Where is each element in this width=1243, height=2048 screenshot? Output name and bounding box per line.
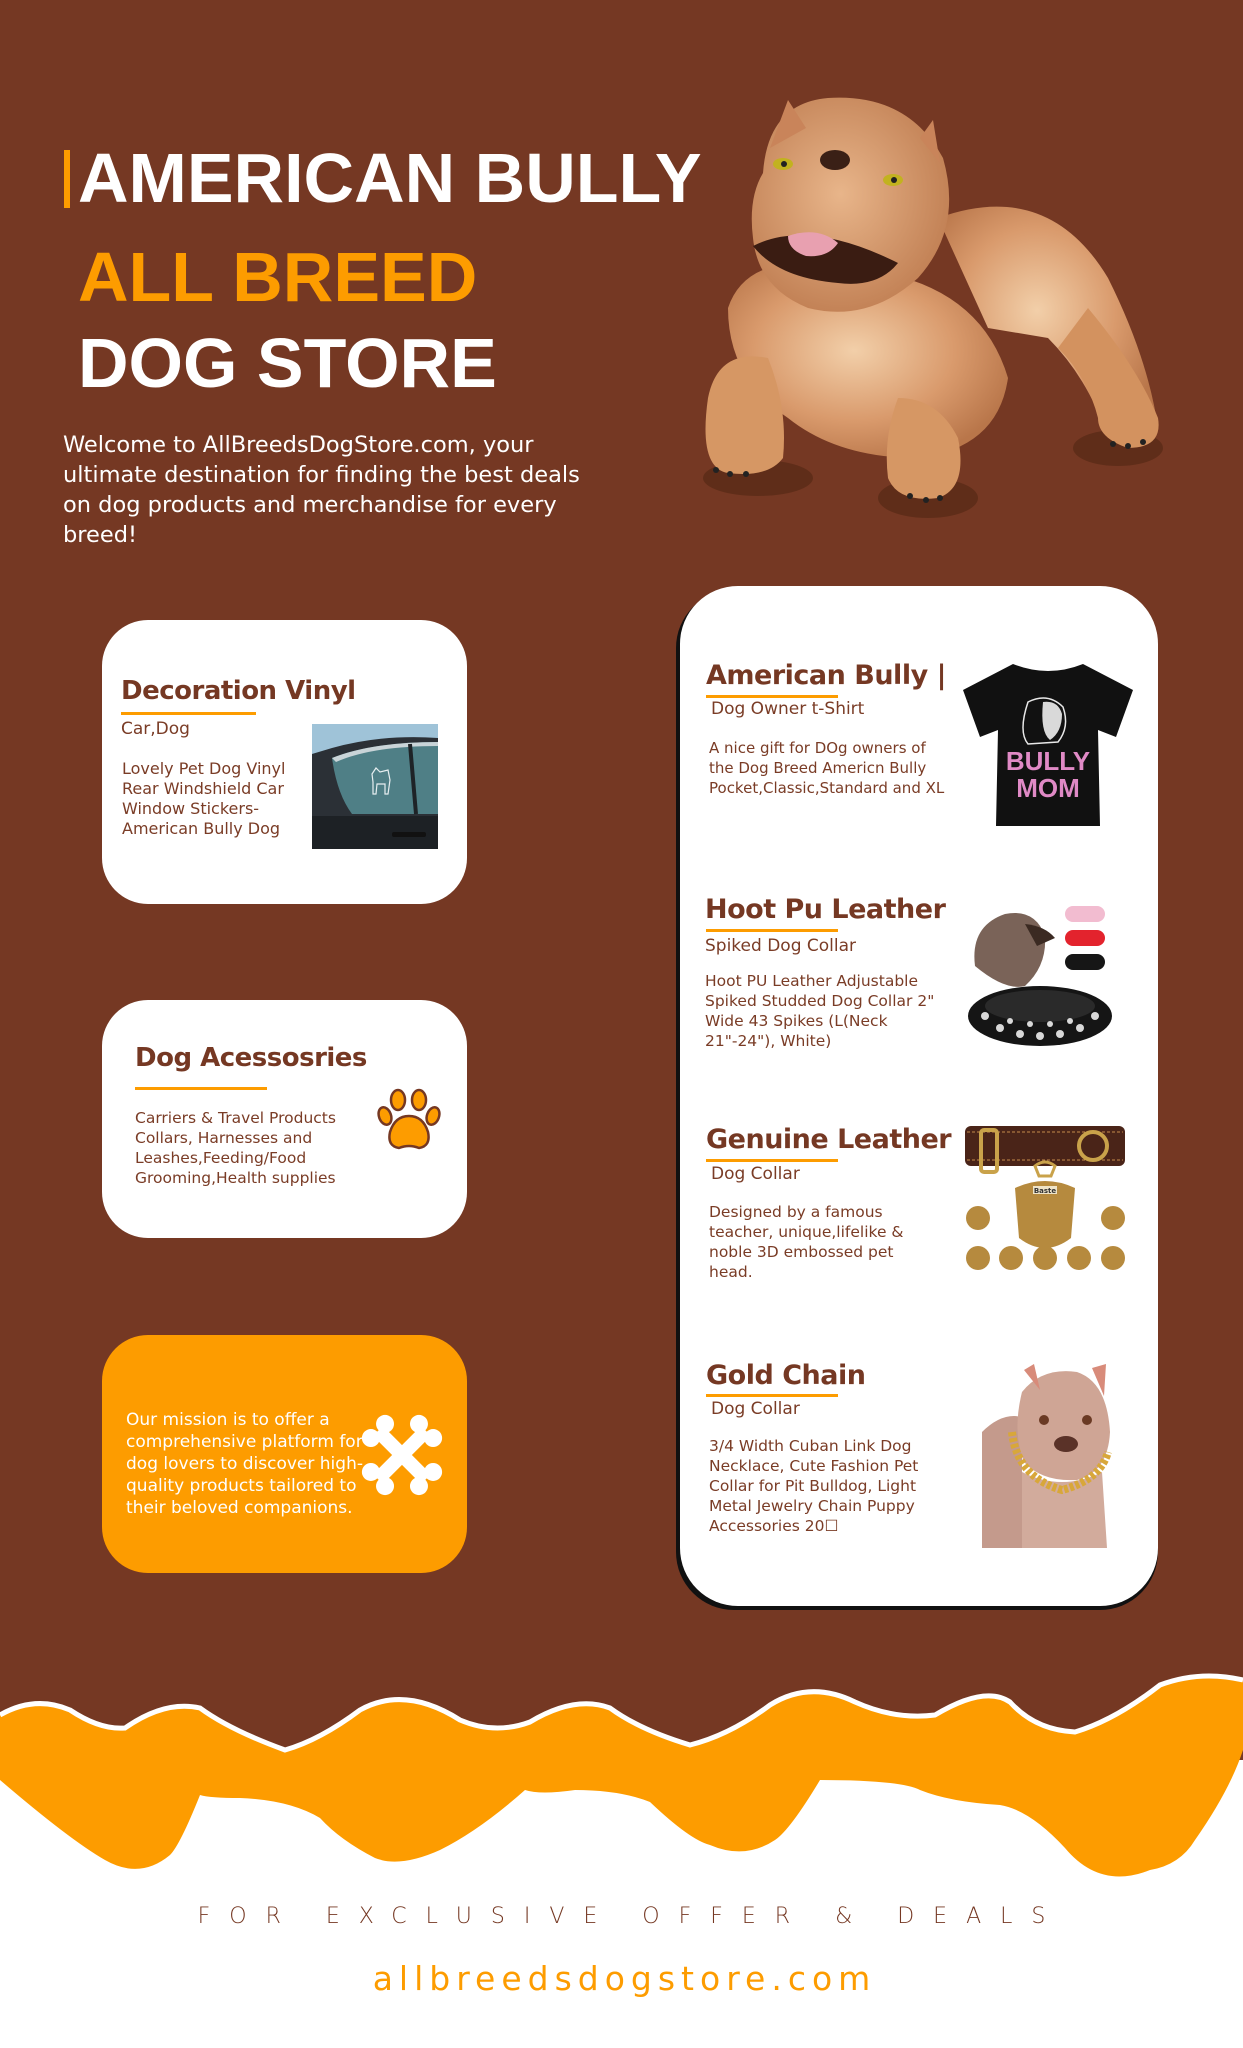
svg-text:MOM: MOM bbox=[1016, 773, 1080, 803]
svg-text:Baste: Baste bbox=[1033, 1187, 1057, 1195]
title-all-breed: ALL BREED bbox=[78, 238, 478, 316]
title-underline bbox=[706, 929, 838, 932]
product-description: 3/4 Width Cuban Link Dog Necklace, Cute Fashion Pet Collar for Pit Bulldog, Light Metal Jewelry Chain Puppy Accessories 20☐ bbox=[709, 1437, 919, 1535]
card-dog-accessories[interactable] bbox=[102, 1000, 467, 1238]
product-subtitle: Dog Collar bbox=[711, 1399, 800, 1419]
title-american-bully: AMERICAN BULLY bbox=[78, 139, 702, 217]
card-decoration-vinyl[interactable] bbox=[102, 620, 467, 904]
product-title: Genuine Leather bbox=[706, 1124, 952, 1155]
intro-text: Welcome to AllBreedsDogStore.com, your ultimate destination for finding the best deals on dog products and merchandise for every breed! bbox=[63, 432, 580, 548]
leather-collar-tag-image bbox=[963, 1118, 1128, 1278]
hero-dog-image bbox=[688, 78, 1198, 528]
title-underline bbox=[706, 1394, 838, 1397]
product-title: Hoot Pu Leather bbox=[705, 894, 946, 925]
card-title: Dog Acessosries bbox=[135, 1043, 367, 1073]
mission-text: Our mission is to offer a comprehensive platform for dog lovers to discover high-quality products tailored to their beloved companions. bbox=[126, 1410, 363, 1518]
card-mission bbox=[102, 1335, 467, 1573]
bully-mom-tshirt-image bbox=[958, 652, 1138, 832]
title-accent-bar bbox=[64, 150, 70, 208]
footer-tagline: FOR EXCLUSIVE OFFER & DEALS bbox=[197, 1904, 1065, 1929]
product-title: Gold Chain bbox=[706, 1360, 866, 1391]
product-subtitle: Dog Owner t-Shirt bbox=[711, 699, 865, 719]
product-description: A nice gift for DOg owners of the Dog Breed Americn Bully Pocket,Classic,Standard and XL bbox=[709, 739, 945, 797]
title-underline bbox=[706, 1159, 838, 1162]
title-underline bbox=[706, 695, 838, 698]
product-subtitle: Dog Collar bbox=[711, 1164, 800, 1184]
website-link[interactable]: allbreedsdogstore.com bbox=[372, 1959, 877, 1998]
title-dog-store: DOG STORE bbox=[78, 324, 497, 402]
product-description: Designed by a famous teacher, unique,lifelike & noble 3D embossed pet head. bbox=[709, 1203, 904, 1281]
wave-decoration bbox=[0, 1640, 1243, 1880]
product-subtitle: Spiked Dog Collar bbox=[705, 936, 857, 956]
title-underline bbox=[121, 712, 256, 715]
product-title: American Bully | bbox=[706, 660, 946, 691]
car-window-sticker-image bbox=[312, 724, 438, 849]
product-description: Hoot PU Leather Adjustable Spiked Studded Dog Collar 2" Wide 43 Spikes (L(Neck 21"-24"), White) bbox=[705, 972, 935, 1050]
paw-icon bbox=[377, 1086, 443, 1152]
gold-chain-dog-image bbox=[982, 1362, 1112, 1548]
card-subtitle: Car,Dog bbox=[121, 719, 190, 739]
title-underline bbox=[135, 1087, 267, 1090]
crossed-bones-icon bbox=[360, 1413, 444, 1497]
card-description: Carriers & Travel Products Collars, Harnesses and Leashes,Feeding/Food Grooming,Health supplies bbox=[135, 1109, 336, 1187]
card-title: Decoration Vinyl bbox=[121, 676, 356, 706]
svg-text:BULLY: BULLY bbox=[1005, 746, 1091, 776]
spiked-collar-image bbox=[965, 896, 1125, 1056]
product-list-card bbox=[680, 586, 1158, 1606]
card-description: Lovely Pet Dog Vinyl Rear Windshield Car Window Stickers-American Bully Dog bbox=[122, 759, 286, 838]
